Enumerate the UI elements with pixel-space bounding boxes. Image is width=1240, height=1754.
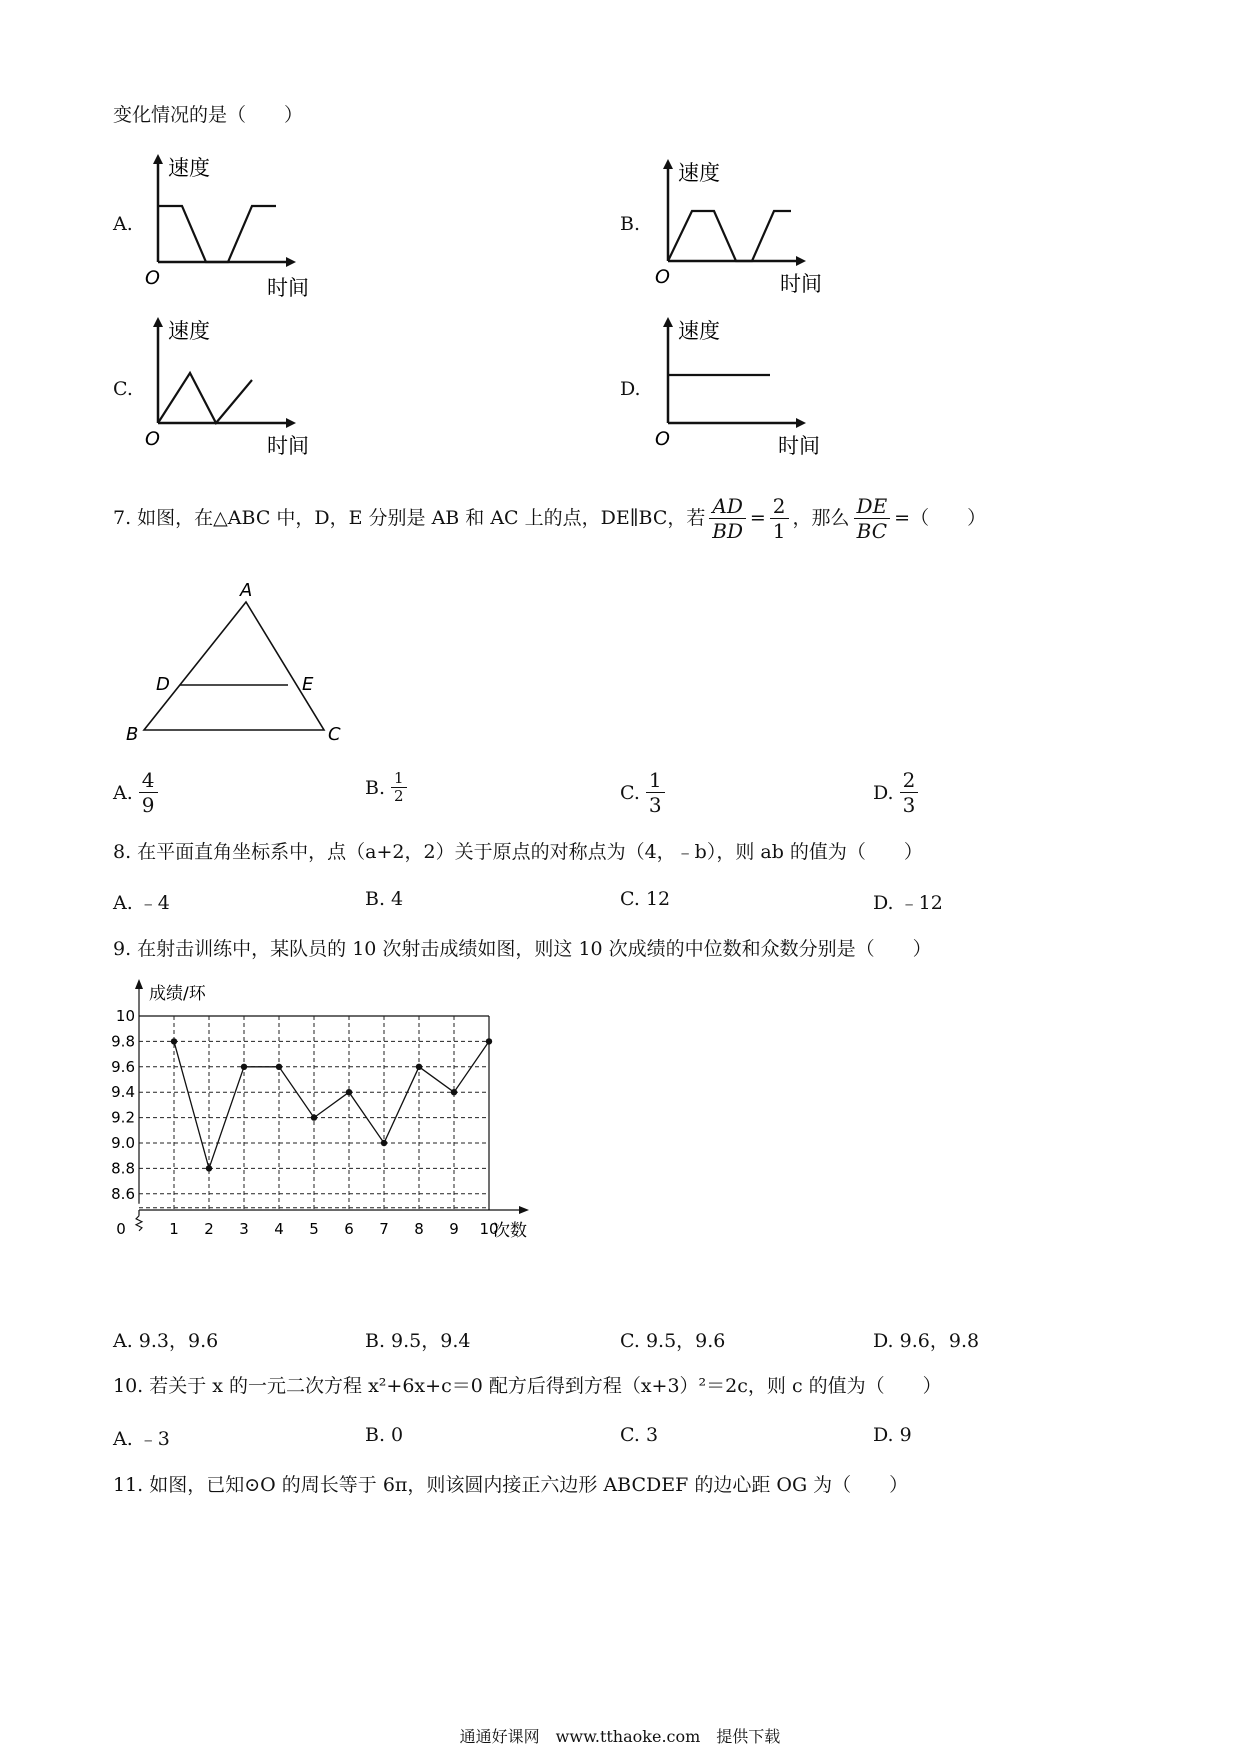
- score-point: [486, 1038, 492, 1044]
- option-fraction: [646, 768, 665, 817]
- score-point: [206, 1165, 212, 1171]
- q7-option-c: [620, 768, 665, 817]
- q7-stem-text: 7. 如图，在△ABC 中，D，E 分别是 AB 和 AC 上的点，DE∥BC，若: [113, 507, 706, 529]
- option-fraction: [900, 768, 919, 817]
- score-point: [346, 1089, 352, 1095]
- axis-x-label: 时间: [778, 434, 820, 458]
- x-axis-arrow: [519, 1206, 529, 1214]
- score-point: [311, 1114, 317, 1120]
- x-tick-label: 5: [309, 1220, 319, 1238]
- x-tick-label: 8: [414, 1220, 424, 1238]
- point-e-label: E: [302, 674, 314, 695]
- origin-label: O: [145, 267, 160, 289]
- axis-y-label: 速度: [168, 319, 210, 343]
- y-tick-label: 8.6: [111, 1184, 135, 1203]
- x-tick-label: 3: [239, 1220, 249, 1238]
- y-axis-arrow: [135, 979, 143, 989]
- q7-stem-mid: ，那么: [792, 507, 850, 529]
- page-footer: 通通好课网 www.tthaoke.com 提供下载: [459, 1727, 781, 1746]
- score-series-line: [174, 1041, 489, 1168]
- q6-graph-d: [650, 313, 850, 463]
- y-axis-break: [136, 1216, 142, 1231]
- q10-option-a: A. ﹣3: [113, 1428, 170, 1450]
- fraction-denominator: BD: [712, 518, 743, 543]
- q7-fraction-de-bc: [854, 494, 891, 543]
- q10-stem: 10. 若关于 x 的一元二次方程 x²+6x+c＝0 配方后得到方程（x+3）²＝2c，则 c 的值为（ ）: [113, 1375, 942, 1397]
- fraction-numerator: DE: [854, 494, 891, 519]
- q7-triangle-figure: [120, 578, 360, 748]
- axis-x-label: 时间: [267, 276, 309, 300]
- x-tick-label: 1: [169, 1220, 179, 1238]
- q11-stem: 11. 如图，已知⊙O 的周长等于 6π，则该圆内接正六边形 ABCDEF 的边心距 OG 为（ ）: [113, 1474, 909, 1496]
- x-tick-label: 10: [479, 1220, 499, 1238]
- q7-stem-tail: =（ ）: [894, 507, 987, 529]
- axis-y-label: 速度: [678, 161, 720, 185]
- fraction-denominator: 3: [902, 793, 916, 817]
- axis-y-label: 速度: [678, 319, 720, 343]
- origin-label: O: [655, 428, 670, 450]
- x-tick-label: 4: [274, 1220, 284, 1238]
- q6-option-d-label: D.: [620, 378, 641, 400]
- point-a-label: A: [240, 580, 253, 601]
- q9-stem: 9. 在射击训练中，某队员的 10 次射击成绩如图，则这 10 次成绩的中位数和众数分别是（ ）: [113, 938, 932, 960]
- y-tick-label: 9.2: [111, 1108, 135, 1127]
- q7-option-d: [873, 768, 918, 817]
- y-axis-label: 成绩/环: [149, 984, 206, 1004]
- y-tick-label: 10: [115, 1007, 135, 1025]
- q6-option-b-label: B.: [620, 213, 641, 235]
- x-tick-label: 6: [344, 1220, 354, 1238]
- fraction-numerator: AD: [709, 494, 745, 519]
- y-tick-label: 9.0: [111, 1134, 135, 1152]
- x-axis-label: 次数: [493, 1221, 527, 1241]
- q8-option-b: B. 4: [365, 888, 404, 910]
- score-point: [416, 1064, 422, 1070]
- q9-option-c: C. 9.5，9.6: [620, 1330, 726, 1352]
- option-label: B.: [365, 776, 386, 799]
- option-label: C.: [620, 781, 640, 804]
- q6-graph-c: [140, 313, 340, 463]
- q7-option-a: [113, 768, 158, 817]
- q9-score-chart: [110, 975, 590, 1255]
- fraction-numerator: 1: [646, 768, 665, 793]
- q6-graph-a: [140, 150, 340, 305]
- axis-x-label: 时间: [780, 272, 822, 296]
- score-point: [451, 1089, 457, 1095]
- q6-option-a-label: A.: [113, 213, 133, 235]
- score-point: [381, 1140, 387, 1146]
- q10-option-c: C. 3: [620, 1424, 659, 1446]
- point-d-label: D: [156, 674, 170, 695]
- x-tick-label: 9: [449, 1220, 459, 1238]
- q6-stem-tail: 变化情况的是（ ）: [113, 104, 304, 126]
- origin-label: O: [655, 266, 670, 288]
- fraction-denominator: 3: [648, 793, 662, 817]
- point-b-label: B: [126, 724, 139, 745]
- q7-fraction-ratio: [770, 494, 789, 543]
- fraction-denominator: 1: [772, 518, 786, 543]
- q6-option-c-label: C.: [113, 378, 133, 400]
- point-c-label: C: [328, 724, 341, 745]
- q8-option-d: D. ﹣12: [873, 892, 943, 914]
- fraction-denominator: 9: [141, 793, 155, 817]
- q9-option-b: B. 9.5，9.4: [365, 1330, 471, 1352]
- score-point: [276, 1064, 282, 1070]
- q10-option-d: D. 9: [873, 1424, 912, 1446]
- q6-graph-b: [650, 155, 850, 305]
- equals-sign: =: [749, 507, 766, 529]
- x-tick-label: 2: [204, 1220, 214, 1238]
- q8-stem: 8. 在平面直角坐标系中，点（a+2，2）关于原点的对称点为（4，﹣b），则 ab 的值为（ ）: [113, 841, 923, 863]
- score-point: [241, 1064, 247, 1070]
- score-point: [171, 1038, 177, 1044]
- y-tick-label: 9.4: [111, 1083, 135, 1102]
- fraction-denominator: BC: [856, 518, 888, 543]
- x-tick-label: 7: [379, 1220, 389, 1238]
- q7-fraction-ad-bd: [709, 494, 745, 543]
- fraction-numerator: 2: [900, 768, 919, 793]
- fraction-numerator: 4: [139, 768, 158, 793]
- option-label: D.: [873, 781, 894, 804]
- q8-option-a: A. ﹣4: [113, 892, 170, 914]
- x-tick-label: 0: [116, 1220, 126, 1238]
- y-tick-label: 9.8: [111, 1032, 135, 1051]
- axis-x-label: 时间: [267, 434, 309, 458]
- option-fraction: [139, 768, 158, 817]
- q8-option-c: C. 12: [620, 888, 671, 910]
- option-fraction: [391, 770, 407, 805]
- y-tick-label: 9.6: [111, 1057, 135, 1076]
- axis-y-label: 速度: [168, 156, 210, 180]
- origin-label: O: [145, 428, 160, 450]
- q9-option-d: D. 9.6，9.8: [873, 1330, 980, 1352]
- fraction-numerator: 1: [391, 770, 407, 788]
- q7-stem: [113, 490, 986, 546]
- q10-option-b: B. 0: [365, 1424, 404, 1446]
- option-label: A.: [113, 781, 133, 804]
- y-tick-label: 8.8: [111, 1159, 135, 1178]
- fraction-numerator: 2: [770, 494, 789, 519]
- fraction-denominator: 2: [394, 787, 404, 805]
- q9-option-a: A. 9.3，9.6: [113, 1330, 219, 1352]
- q7-option-b: [365, 770, 407, 805]
